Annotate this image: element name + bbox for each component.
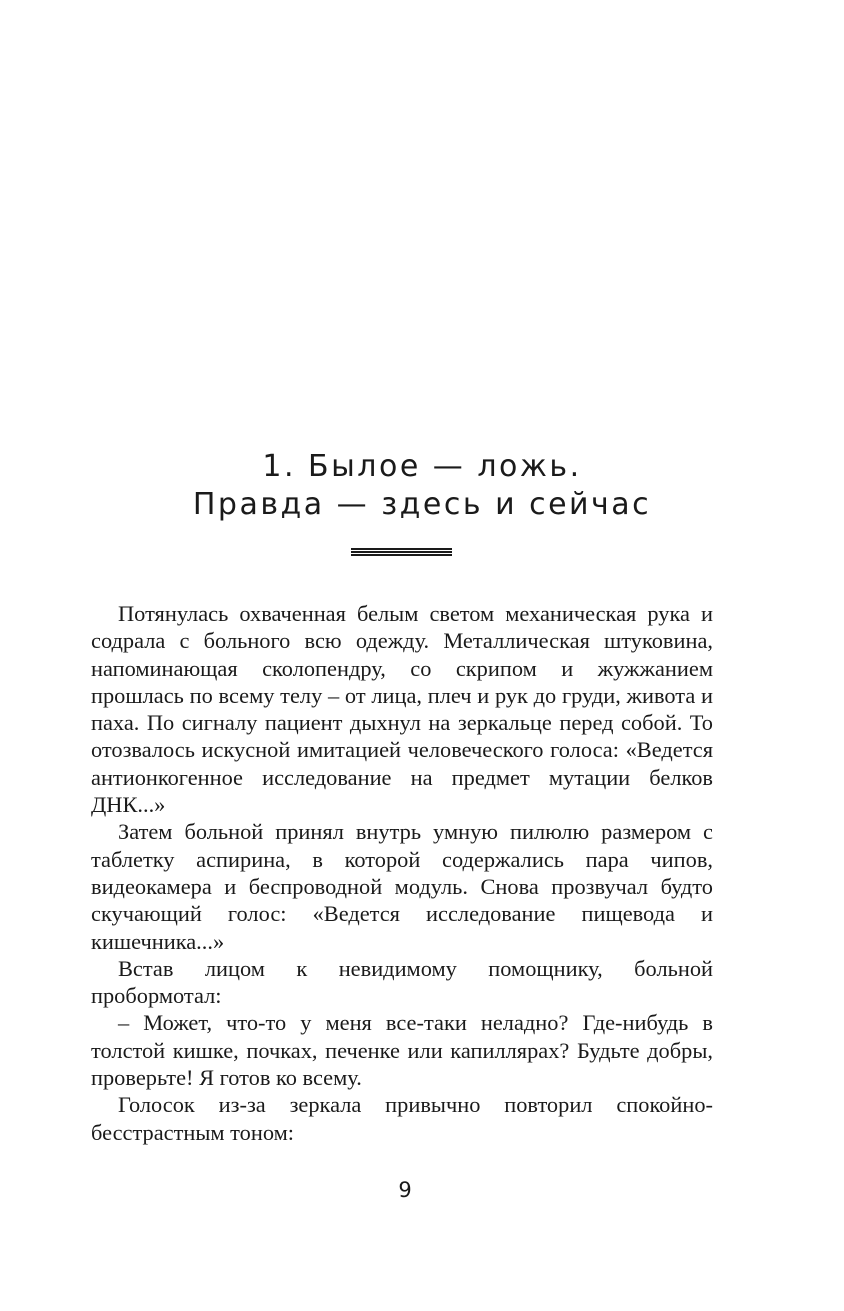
- chapter-title: [0, 448, 844, 524]
- paragraph: Встав лицом к невидимому помощнику, больной пробормотал:: [91, 955, 713, 1009]
- paragraph: Потянулась охваченная белым светом механическая рука и содрала с больного всю одежду. Металлическая штуковина, напоминающая сколопендру, со скрипом и жужжанием прошлась по всему телу – от лица, плеч и рук до груди, живота и паха. По сигналу пациент дыхнул на зеркальце перед собой. То отозвалось искусной имитацией человеческого голоса: «Ведется антионкогенное исследование на предмет мутации белков ДНК...»: [91, 601, 713, 818]
- page-number: 9: [398, 1178, 412, 1202]
- paragraph: – Может, что-то у меня все-таки неладно? Где-нибудь в толстой кишке, почках, печенке или капиллярах? Будьте добры, проверьте! Я готов ко всему.: [91, 1010, 713, 1091]
- chapter-title-line-1: 1. Былое — ложь.: [262, 449, 582, 484]
- body-text: [91, 600, 713, 1146]
- title-ornament: [351, 548, 452, 559]
- chapter-title-line-2: Правда — здесь и сейчас: [192, 487, 652, 522]
- paragraph: Затем больной принял внутрь умную пилюлю размером с таблетку аспирина, в которой содержались пара чипов, видеокамера и беспроводной модуль. Снова прозвучал будто скучающий голос: «Ведется исследование пищевода и кишечника...»: [91, 819, 713, 954]
- paragraph: Голосок из-за зеркала привычно повторил спокойно-бесстрастным тоном:: [91, 1092, 713, 1145]
